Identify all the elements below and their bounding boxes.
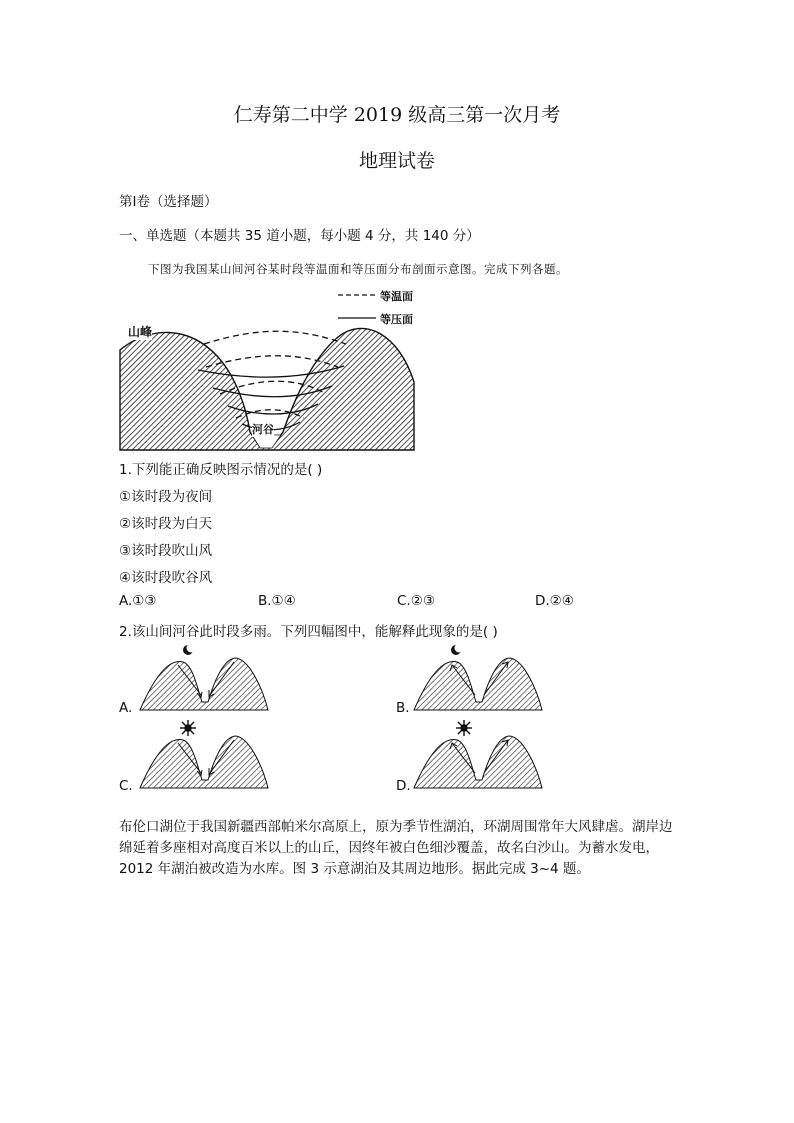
q1-item-3: ③该时段吹山风 [119,543,213,559]
q1-option-d: D.②④ [535,593,574,609]
legend-isotherm-label: 等温面 [380,290,413,303]
q1-option-c: C.②③ [397,593,435,609]
q2-option-b-label: B. [396,700,410,716]
valley-label: 河谷 [252,423,274,436]
q2-diagram-d [412,718,544,790]
peak-label: 山峰 [128,325,153,339]
page-subtitle: 地理试卷 [358,150,435,172]
q2-option-d-label: D. [396,778,411,794]
sun-icon [180,720,196,736]
moon-icon [451,644,464,656]
q2-diagram-a [138,640,270,712]
q1-item-4: ④该时段吹谷风 [119,570,213,586]
question-2-stem: 2.该山间河谷此时段多雨。下列四幅图中，能解释此现象的是( ) [119,624,498,640]
q1-option-a: A.①③ [119,593,157,609]
moon-icon [183,644,196,656]
q2-diagram-c [138,718,270,790]
q1-item-2: ②该时段为白天 [119,516,213,532]
sun-icon [456,720,472,736]
q2-option-c-label: C. [119,778,133,794]
q2-diagram-b [412,640,544,712]
q1-option-b: B.①④ [258,593,296,609]
q1-item-1: ①该时段为夜间 [119,489,213,505]
passage-text: 布伦口湖位于我国新疆西部帕米尔高原上，原为季节性湖泊，环湖周围常年大风肆虐。湖岸边绵延着多座相对高度百米以上的山丘，因终年被白色细沙覆盖，故名白沙山。为蓄水发电，2012 年湖泊被改造为水库。图 3 示意湖泊及其周边地形。据此完成 3~4 题。 [119,819,673,877]
q2-option-a-label: A. [119,700,133,716]
section-heading: 一、单选题（本题共 35 道小题，每小题 4 分，共 140 分） [119,228,480,244]
figure1-caption: 下图为我国某山间河谷某时段等温面和等压面分布剖面示意图。完成下列各题。 [148,262,568,276]
page-title: 仁寿第二中学 2019 级高三第一次月考 [233,104,561,126]
question-1-stem: 1.下列能正确反映图示情况的是( ) [119,462,323,478]
section-part: 第Ⅰ卷（选择题） [119,194,218,210]
legend-isobar-label: 等压面 [380,313,413,326]
